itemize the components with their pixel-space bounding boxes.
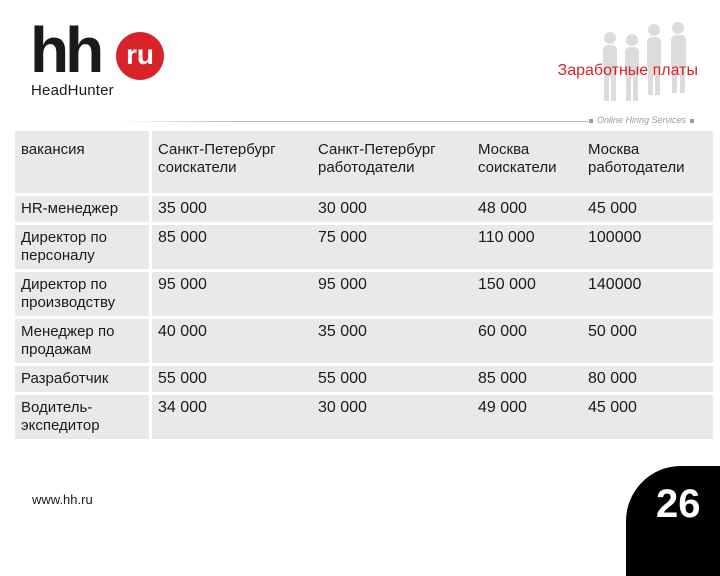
vacancy-cell: Менеджер по продажам [15,319,152,363]
salary-table [15,128,713,442]
vacancy-cell: HR-менеджер [15,196,152,222]
logo-ru-badge: ru [116,32,164,80]
table-row [15,196,713,222]
table-row [15,272,713,316]
header-cell: Москва соискатели [472,131,582,193]
value-cell: 49 000 [472,395,582,439]
value-cell: 34 000 [152,395,312,439]
slide-title: Заработные платы [557,62,698,79]
headhunter-logo [30,14,180,102]
vacancy-cell: Директор по персоналу [15,225,152,269]
value-cell: 150 000 [472,272,582,316]
table-row [15,225,713,269]
bullet-square-icon [690,119,694,123]
vacancy-cell: Директор по производству [15,272,152,316]
value-cell: 80 000 [582,366,713,392]
value-cell: 85 000 [472,366,582,392]
value-cell: 140000 [582,272,713,316]
value-cell: 30 000 [312,196,472,222]
value-cell: 55 000 [152,366,312,392]
header-cell: Санкт-Петербург соискатели [152,131,312,193]
value-cell: 30 000 [312,395,472,439]
vacancy-cell: Водитель-экспедитор [15,395,152,439]
value-cell: 45 000 [582,395,713,439]
tagline-text: Online Hiring Services [596,115,686,125]
value-cell: 50 000 [582,319,713,363]
table-row [15,366,713,392]
header-cell: Москва работодатели [582,131,713,193]
logo-subtitle: HeadHunter [31,82,114,99]
value-cell: 110 000 [472,225,582,269]
tagline [585,115,698,125]
header-cell: вакансия [15,131,152,193]
logo-hh-text: hh [30,14,101,86]
value-cell: 45 000 [582,196,713,222]
value-cell: 35 000 [312,319,472,363]
value-cell: 60 000 [472,319,582,363]
value-cell: 100000 [582,225,713,269]
table-row [15,319,713,363]
website-link[interactable]: www.hh.ru [32,492,93,507]
table-row [15,395,713,439]
bullet-square-icon [589,119,593,123]
value-cell: 85 000 [152,225,312,269]
value-cell: 40 000 [152,319,312,363]
vacancy-cell: Разработчик [15,366,152,392]
header-cell: Санкт-Петербург работодатели [312,131,472,193]
table-header-row [15,131,713,193]
page-number: 26 [656,482,701,526]
value-cell: 75 000 [312,225,472,269]
value-cell: 95 000 [152,272,312,316]
value-cell: 48 000 [472,196,582,222]
header-divider [118,121,588,122]
value-cell: 95 000 [312,272,472,316]
value-cell: 55 000 [312,366,472,392]
value-cell: 35 000 [152,196,312,222]
